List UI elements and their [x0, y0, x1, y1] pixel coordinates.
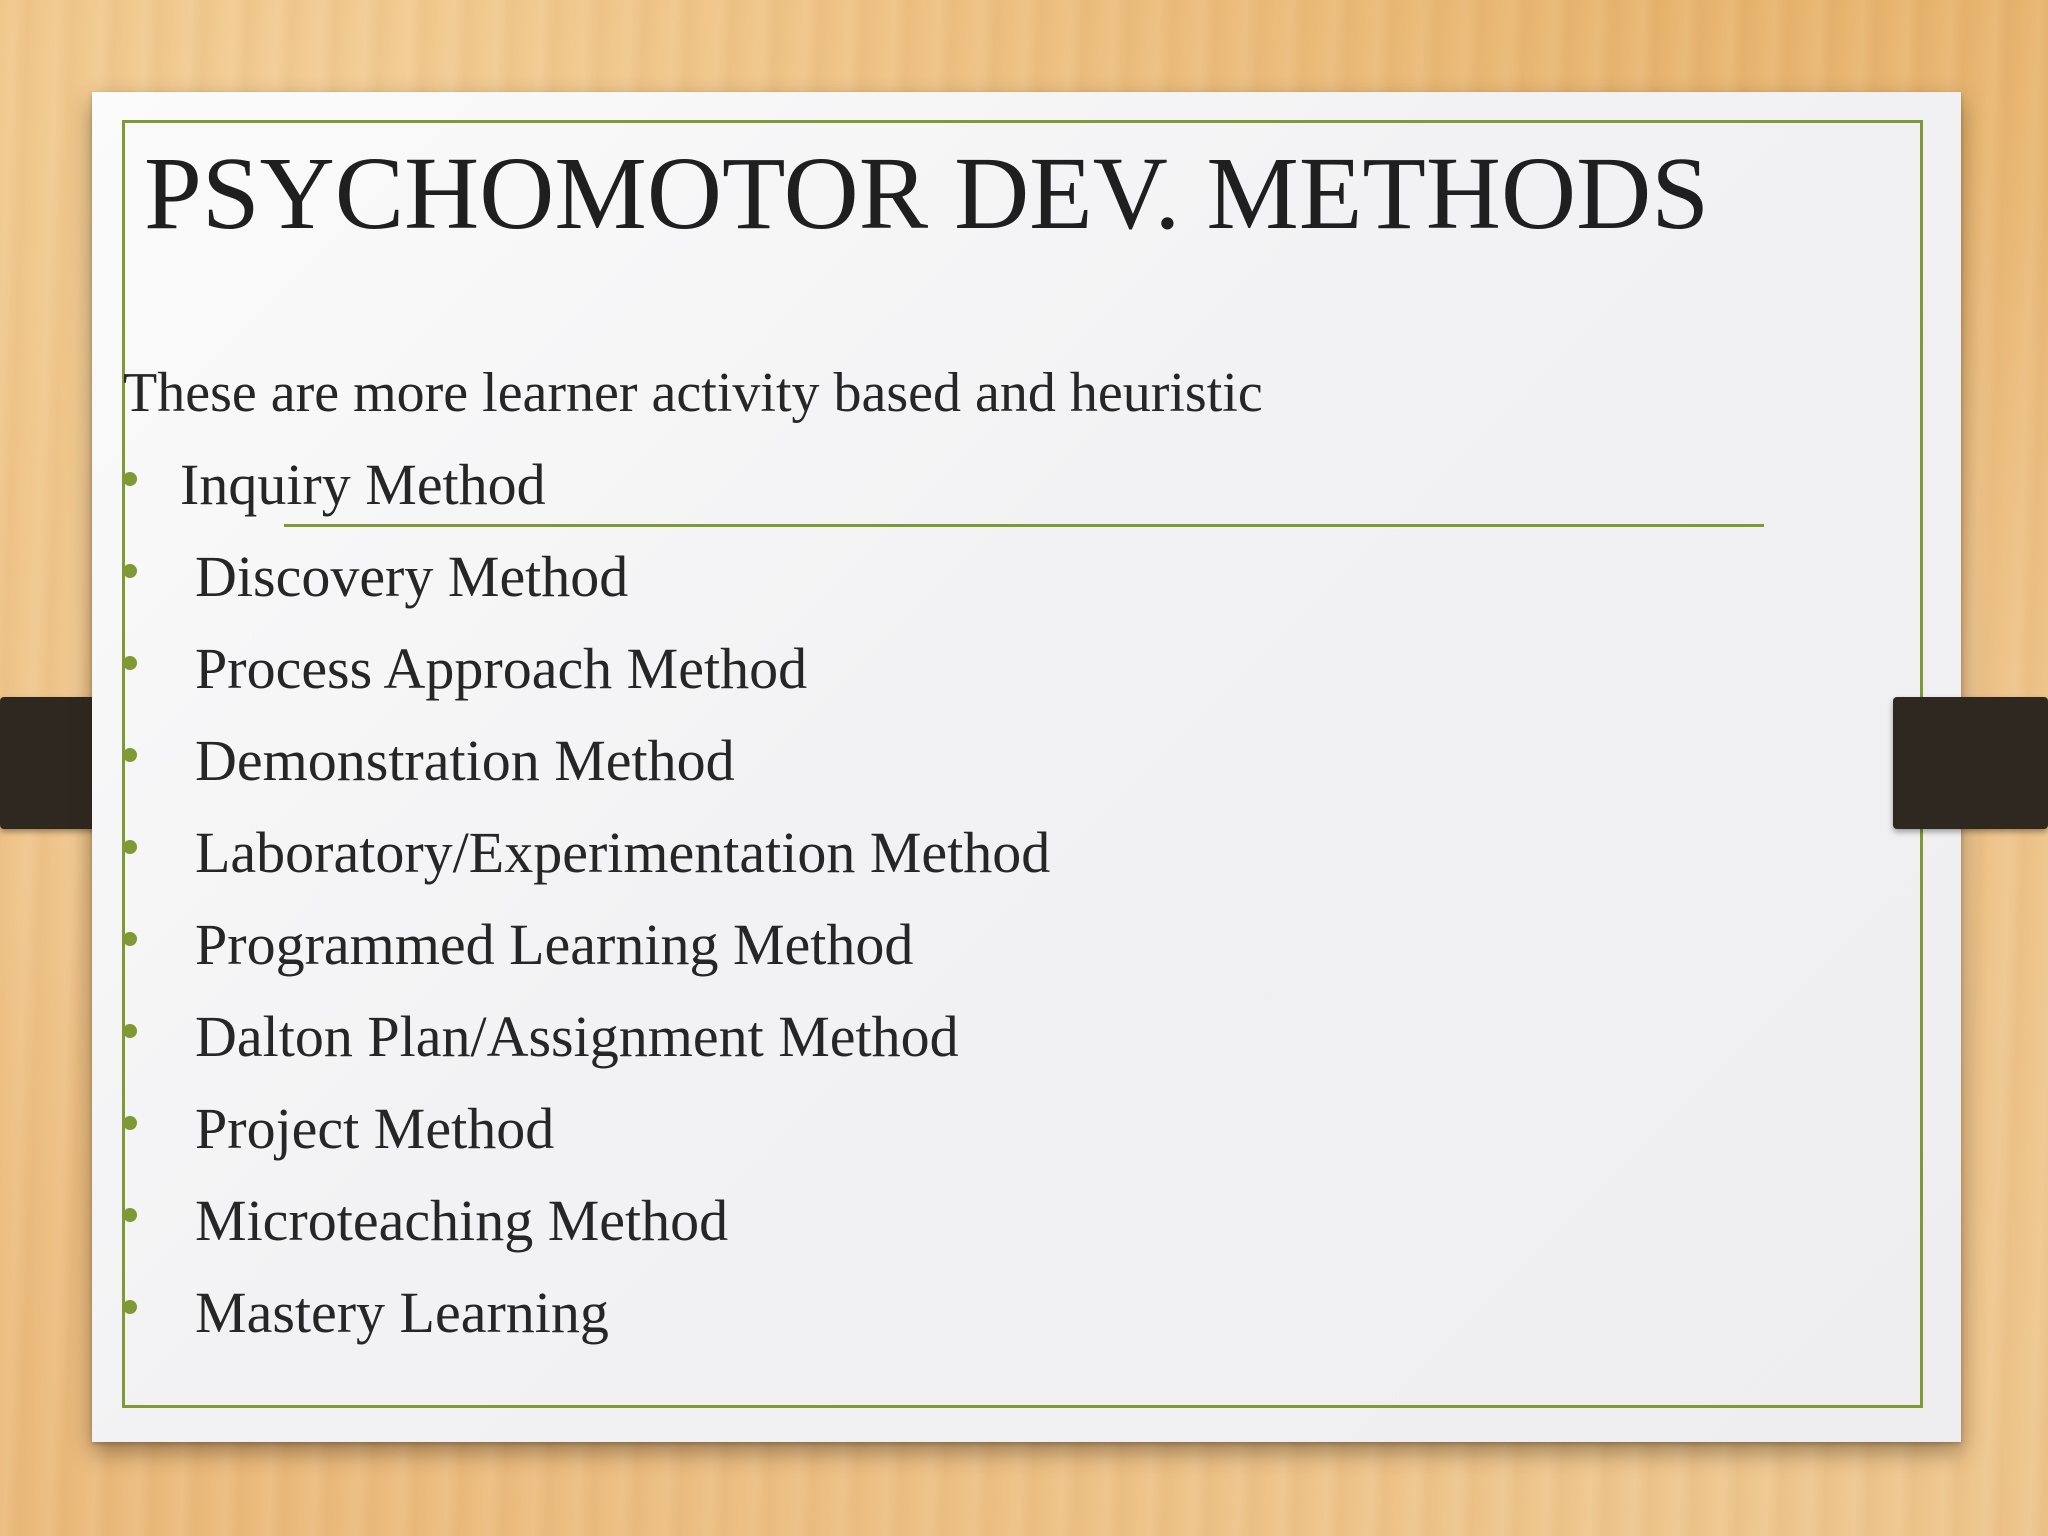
method-label: Dalton Plan/Assignment Method: [195, 1004, 959, 1069]
method-label: Inquiry Method: [180, 452, 546, 517]
method-label: Laboratory/Experimentation Method: [195, 820, 1051, 885]
method-label: Microteaching Method: [195, 1188, 729, 1253]
method-label: Demonstration Method: [195, 728, 735, 793]
bullet-icon: [123, 748, 137, 762]
method-label: Process Approach Method: [195, 636, 808, 701]
bullet-icon: [123, 656, 137, 670]
bullet-icon: [123, 1024, 137, 1038]
bullet-icon: [123, 472, 137, 486]
bullet-icon: [123, 932, 137, 946]
bullet-icon: [123, 564, 137, 578]
bullet-icon: [123, 1116, 137, 1130]
bullet-icon: [123, 840, 137, 854]
slide-card: [92, 92, 1961, 1442]
method-label: Project Method: [195, 1096, 555, 1161]
intro-text: These are more learner activity based and heuristic: [123, 362, 1263, 424]
bullet-icon: [123, 1208, 137, 1222]
method-label: Discovery Method: [195, 544, 629, 609]
right-tape-strip: [1893, 697, 2048, 829]
method-label: Mastery Learning: [195, 1280, 609, 1345]
bullet-icon: [123, 1300, 137, 1314]
title-divider-line: [284, 524, 1764, 527]
method-label: Programmed Learning Method: [195, 912, 914, 977]
slide-title: PSYCHOMOTOR DEV. METHODS: [144, 136, 1710, 251]
